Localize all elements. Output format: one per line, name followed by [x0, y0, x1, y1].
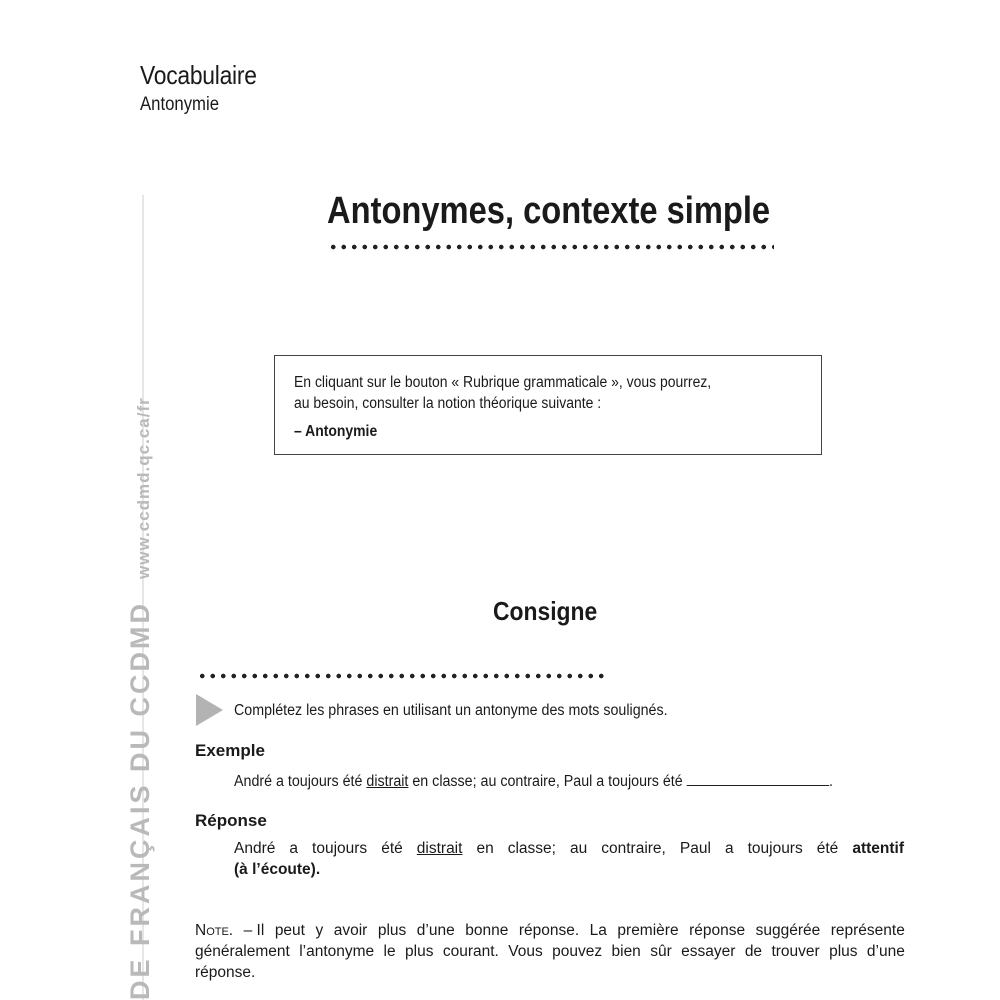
answer-word: a	[289, 840, 299, 857]
note-word: le	[383, 943, 396, 960]
note-word: bonne	[465, 922, 509, 939]
note-word: avoir	[333, 922, 368, 939]
note-word: essayer	[681, 943, 736, 960]
note-word: première	[617, 922, 679, 939]
page-title: Antonymes, contexte simple	[327, 190, 771, 232]
note-label: Note.	[195, 922, 234, 939]
answer-word: a	[724, 840, 734, 857]
play-arrow-icon	[196, 694, 223, 726]
answer-bold-word: attentif	[852, 840, 904, 857]
example-text-before: André a toujours été	[234, 773, 367, 790]
note-word: sûr	[650, 943, 672, 960]
note-word: généralement	[195, 943, 290, 960]
answer-word: Paul	[679, 840, 711, 857]
note-word: l’antonyme	[299, 943, 375, 960]
note-line-3: réponse.	[195, 964, 256, 981]
note-word: plus	[377, 922, 407, 939]
note-word: plus	[405, 943, 434, 960]
info-line-2: au besoin, consulter la notion théorique suivante :	[294, 395, 602, 412]
note-word: – Il	[243, 922, 265, 939]
note-word: peut	[274, 922, 305, 939]
answer-sentence	[234, 838, 904, 880]
section-title: Vocabulaire	[140, 60, 257, 90]
info-line-1: En cliquant sur le bouton « Rubrique grammaticale », vous pourrez,	[294, 374, 712, 391]
note-word: plus	[829, 943, 858, 960]
note-word: La	[589, 922, 607, 939]
answer-word: toujours	[312, 840, 368, 857]
answer-word: André	[234, 840, 276, 857]
note-paragraph	[195, 920, 905, 983]
note-word: pouvez	[552, 943, 603, 960]
note-line-2	[195, 941, 905, 962]
answer-underlined-word: distrait	[416, 840, 463, 857]
answer-word: été	[381, 840, 403, 857]
info-item-antonymie: – Antonymie	[294, 423, 378, 440]
section-subtitle: Antonymie	[140, 94, 220, 115]
example-end: .	[828, 773, 833, 790]
note-word: représente	[830, 922, 905, 939]
answer-label: Réponse	[195, 811, 267, 830]
side-brand-text: DE FRANÇAIS DU CCDMD	[125, 601, 155, 1000]
side-url-text: www.ccdmd.qc.ca/fr	[134, 397, 153, 579]
note-word: suggérée	[755, 922, 821, 939]
answer-word: au	[569, 840, 588, 857]
side-watermark	[125, 397, 156, 1000]
note-line-1	[195, 920, 905, 941]
answer-word: été	[816, 840, 839, 857]
note-word: bien	[611, 943, 641, 960]
note-word: y	[315, 922, 324, 939]
answer-word: toujours	[747, 840, 803, 857]
answer-word: en	[476, 840, 494, 857]
note-word: trouver	[771, 943, 820, 960]
answer-line-2: (à l’écoute).	[234, 861, 321, 878]
consigne-heading: Consigne	[493, 596, 598, 626]
example-sentence	[234, 771, 833, 791]
note-word: réponse.	[518, 922, 580, 939]
example-underlined-word: distrait	[366, 773, 409, 790]
note-word: d’une	[416, 922, 455, 939]
title-dotted-rule	[328, 244, 774, 250]
info-box	[274, 355, 822, 455]
note-word: courant.	[442, 943, 499, 960]
answer-blank	[686, 771, 829, 786]
example-text-after: en classe; au contraire, Paul a toujours été	[408, 773, 683, 790]
note-word: Vous	[508, 943, 543, 960]
answer-word: contraire,	[601, 840, 666, 857]
answer-line-1	[234, 838, 904, 859]
note-word: d’une	[866, 943, 905, 960]
example-label: Exemple	[195, 741, 265, 760]
note-word: réponse	[689, 922, 746, 939]
consigne-dotted-rule	[197, 673, 607, 679]
note-word: de	[744, 943, 763, 960]
answer-word: classe;	[507, 840, 556, 857]
instruction-text: Complétez les phrases en utilisant un antonyme des mots soulignés.	[234, 702, 668, 719]
